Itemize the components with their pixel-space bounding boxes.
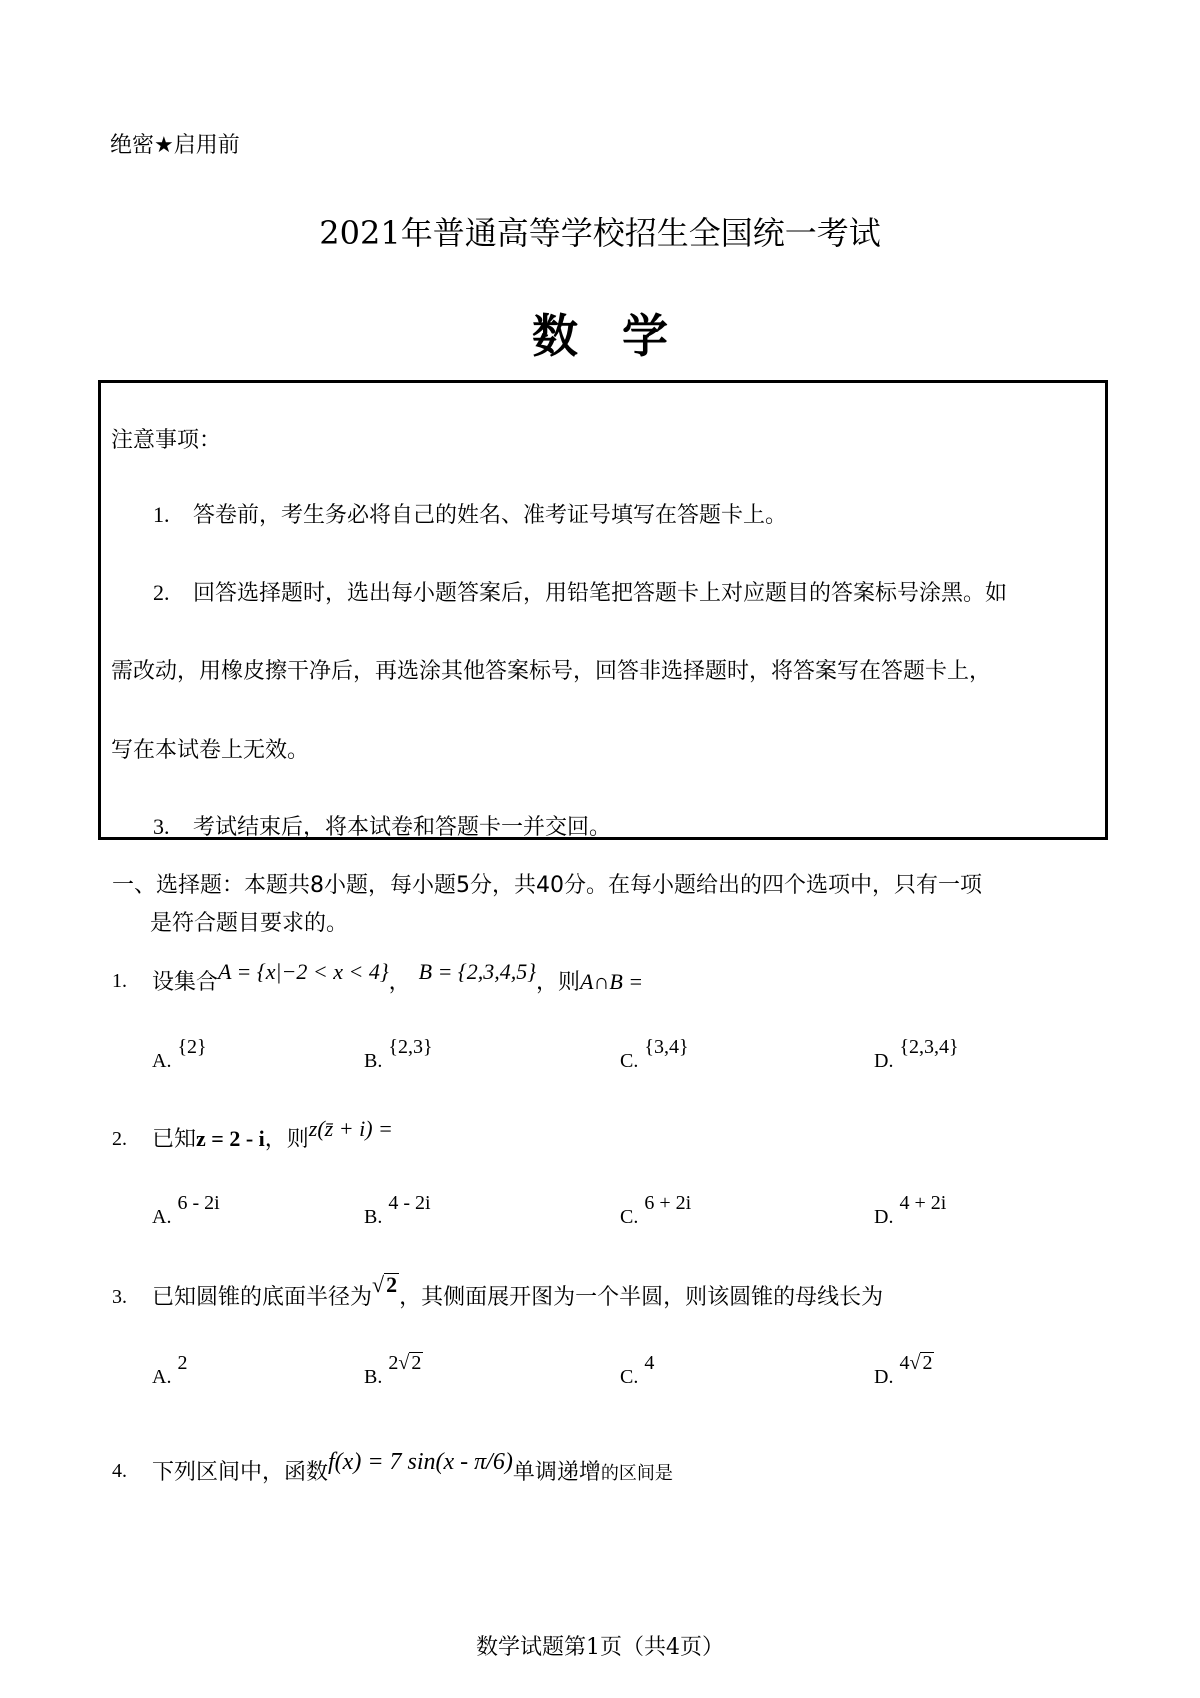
option-label: B. [364, 1206, 383, 1228]
question-number: 1. [112, 970, 127, 992]
question-text: ，其侧面展开图为一个半圆，则该圆锥的母线长为 [399, 1285, 884, 1310]
sqrt-sign: √ [372, 1272, 385, 1297]
question-number: 2. [112, 1128, 127, 1150]
notice-item-2-line2: 需改动，用橡皮擦干净后，再选涂其他答案标号，回答非选择题时，将答案写在答题卡上， [111, 659, 992, 684]
question-text: 已知圆锥的底面半径为 [152, 1285, 373, 1310]
question-text: 下列区间中，函数 [152, 1460, 329, 1485]
radicand: 2 [411, 1352, 422, 1374]
math-function: f(x) = 7 sin(x - π/6) [328, 1449, 513, 1475]
option-d [874, 1352, 934, 1389]
question-text: 已知 [152, 1127, 197, 1152]
option-value: 4 + 2i [899, 1192, 947, 1214]
subject-title: 数学 [532, 309, 712, 363]
option-c [620, 1192, 692, 1229]
section-heading-continued: 是符合题目要求的。 [150, 911, 349, 936]
option-d [874, 1036, 959, 1073]
option-value: {3,4} [644, 1036, 689, 1058]
option-label: A. [152, 1050, 172, 1072]
notice-item-1 [153, 498, 787, 529]
radicand: 2 [386, 1272, 398, 1297]
option-label: D. [874, 1206, 894, 1228]
option-label: C. [620, 1206, 639, 1228]
option-value: 4 [644, 1352, 655, 1374]
option-label: B. [364, 1050, 383, 1072]
option-value: 6 + 2i [644, 1192, 692, 1214]
coefficient: 4 [899, 1352, 910, 1374]
option-value: {2,3} [388, 1036, 433, 1058]
option-value: {2,3,4} [899, 1036, 959, 1058]
notice-item-text: 回答选择题时，选出每小题答案后，用铅笔把答题卡上对应题目的答案标号涂黑。如 [193, 581, 1008, 606]
option-a [152, 1036, 207, 1073]
question-text: ，则 [536, 970, 581, 995]
sqrt-sign: √ [909, 1352, 921, 1374]
math-set-a: A = {x|−2 < x < 4} [218, 959, 389, 984]
math-set-b: B = {2,3,4,5} [418, 959, 537, 984]
option-label: B. [364, 1366, 383, 1388]
exam-title: 2021年普通高等学校招生全国统一考试 [319, 214, 881, 252]
coefficient: 2 [388, 1352, 399, 1374]
option-b [364, 1036, 433, 1073]
option-c [620, 1352, 655, 1389]
option-value: {2} [177, 1036, 207, 1058]
option-label: D. [874, 1366, 894, 1388]
option-label: C. [620, 1366, 639, 1388]
option-value: 2 [177, 1352, 188, 1374]
option-b [364, 1192, 431, 1229]
notice-item-text: 答卷前，考生务必将自己的姓名、准考证号填写在答题卡上。 [193, 503, 788, 528]
option-label: A. [152, 1366, 172, 1388]
sqrt-sign: √ [398, 1352, 410, 1374]
notice-item-2 [153, 576, 1007, 607]
option-label: C. [620, 1050, 639, 1072]
notice-item-number: 2. [153, 580, 170, 605]
math-expression: z(z̄ + i) = [308, 1116, 393, 1141]
question-text: 的区间是 [600, 1463, 673, 1484]
question-number: 3. [112, 1286, 127, 1308]
option-b [364, 1352, 423, 1389]
math-given: z = 2 - i [196, 1126, 265, 1151]
option-value [388, 1352, 423, 1374]
math-radical [372, 1272, 399, 1297]
option-a [152, 1192, 220, 1229]
math-intersection: A∩B = [580, 969, 644, 994]
section-heading: 一、选择题：本题共8小题，每小题5分，共40分。在每小题给出的四个选项中，只有一项 [112, 873, 982, 898]
option-c [620, 1036, 689, 1073]
notice-item-text: 考试结束后，将本试卷和答题卡一并交回。 [193, 815, 612, 840]
question-text: ，则 [264, 1127, 309, 1152]
notice-item-3 [153, 810, 611, 841]
confidential-label: 绝密★启用前 [110, 133, 240, 158]
question-1 [152, 959, 644, 996]
option-value [899, 1352, 934, 1374]
page-footer: 数学试题第1页（共4页） [476, 1635, 724, 1660]
question-3 [152, 1272, 884, 1311]
notice-item-number: 1. [153, 502, 170, 527]
notice-title: 注意事项： [111, 428, 222, 453]
option-label: A. [152, 1206, 172, 1228]
option-value: 6 - 2i [177, 1192, 220, 1214]
notice-box [98, 380, 1108, 840]
question-text: 单调递增 [512, 1460, 601, 1485]
question-4 [152, 1449, 673, 1486]
option-value: 4 - 2i [388, 1192, 431, 1214]
option-label: D. [874, 1050, 894, 1072]
question-text: 设集合 [152, 970, 219, 995]
notice-item-number: 3. [153, 814, 170, 839]
question-2 [152, 1116, 393, 1153]
notice-item-2-line3: 写在本试卷上无效。 [111, 738, 310, 763]
question-text: ， [388, 970, 411, 995]
option-d [874, 1192, 947, 1229]
radicand: 2 [922, 1352, 933, 1374]
option-a [152, 1352, 188, 1389]
question-number: 4. [112, 1460, 127, 1482]
